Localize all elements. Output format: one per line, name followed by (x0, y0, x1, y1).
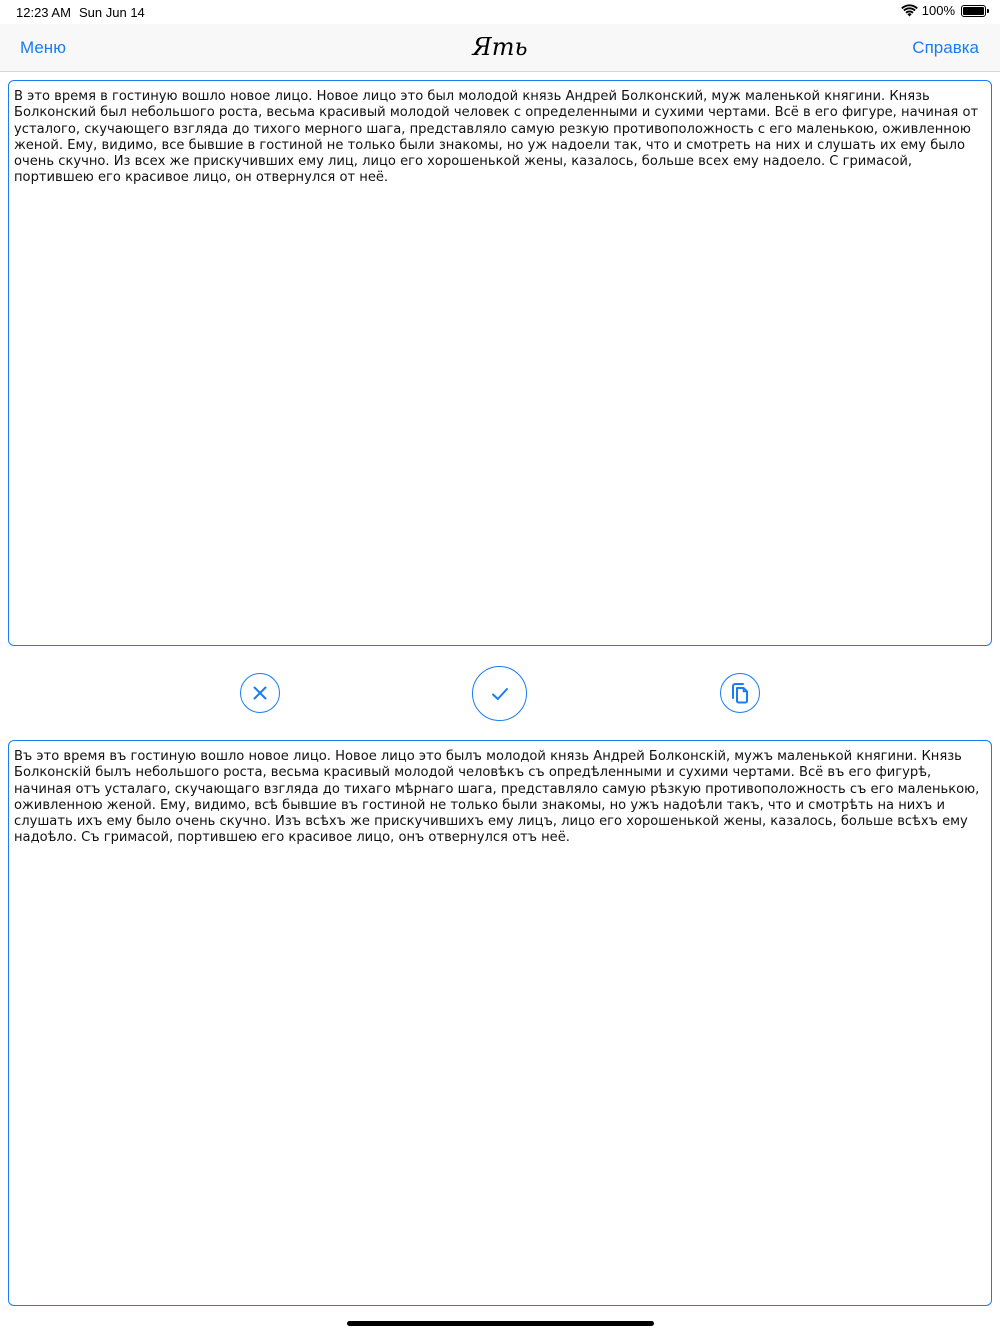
battery-fill (963, 7, 984, 15)
battery-icon (961, 5, 986, 17)
status-date: Sun Jun 14 (79, 5, 145, 20)
battery-percentage: 100% (921, 3, 955, 18)
status-indicators (901, 3, 986, 18)
copy-icon (730, 682, 750, 704)
copy-button[interactable] (720, 673, 760, 713)
menu-button[interactable]: Меню (20, 38, 66, 57)
navigation-bar (0, 24, 1000, 72)
help-button[interactable]: Справка (912, 38, 979, 57)
output-text-area[interactable]: Въ это время въ гостиную вошло новое лицо. Новое лицо это былъ молодой князь Андрей Болконскій, мужъ маленькой княгини. Князь Болконскій былъ небольшого роста, весьма красивый молодой человѣкъ съ опредѣленными и сухими чертами. Всё въ его фигурѣ, начиная отъ усталаго, скучающаго взгляда до тихаго мѣрнаго шага, представляло самую рѣзкую противоположность съ его маленькою, оживленною женой. Ему, видимо, всѣ бывшие въ гостиной не только были знакомы, но ужъ надоѣли такъ, что и смотрѣть на нихъ и слушать ихъ ему было очень скучно. Изъ всѣхъ же прискучившихъ ему лицъ, лицо его хорошенькой жены, казалось, больше всѣхъ ему надоѣло. Съ гримасой, портившею его красивое лицо, онъ отвернулся отъ неё. (8, 740, 992, 1306)
clear-button[interactable] (240, 673, 280, 713)
checkmark-icon (491, 687, 509, 701)
input-text-area[interactable]: В это время в гостиную вошло новое лицо. Новое лицо это был молодой князь Андрей Болконский, муж маленькой княгини. Князь Болконский был небольшого роста, весьма красивый молодой человек с определенными и сухими чертами. Всё в его фигуре, начиная от усталого, скучающего взгляда до тихого мерного шага, представляло самую резкую противоположность с его маленькою, оживленною женой. Ему, видимо, все бывшие в гостиной не только были знакомы, но уж надоели так, что и смотреть на них и слушать их ему было очень скучно. Из всех же прискучивших ему лиц, лицо его хорошенькой жены, казалось, больше всех ему надоело. С гримасой, портившею его красивое лицо, он отвернулся от неё. (8, 80, 992, 646)
convert-button[interactable] (472, 666, 527, 721)
status-bar (0, 0, 1000, 24)
app-title: Ять (472, 33, 528, 61)
close-icon (252, 685, 268, 701)
battery-nub (987, 9, 989, 13)
home-indicator[interactable] (347, 1321, 654, 1326)
wifi-icon (901, 4, 918, 17)
status-time: 12:23 AM (16, 5, 71, 20)
